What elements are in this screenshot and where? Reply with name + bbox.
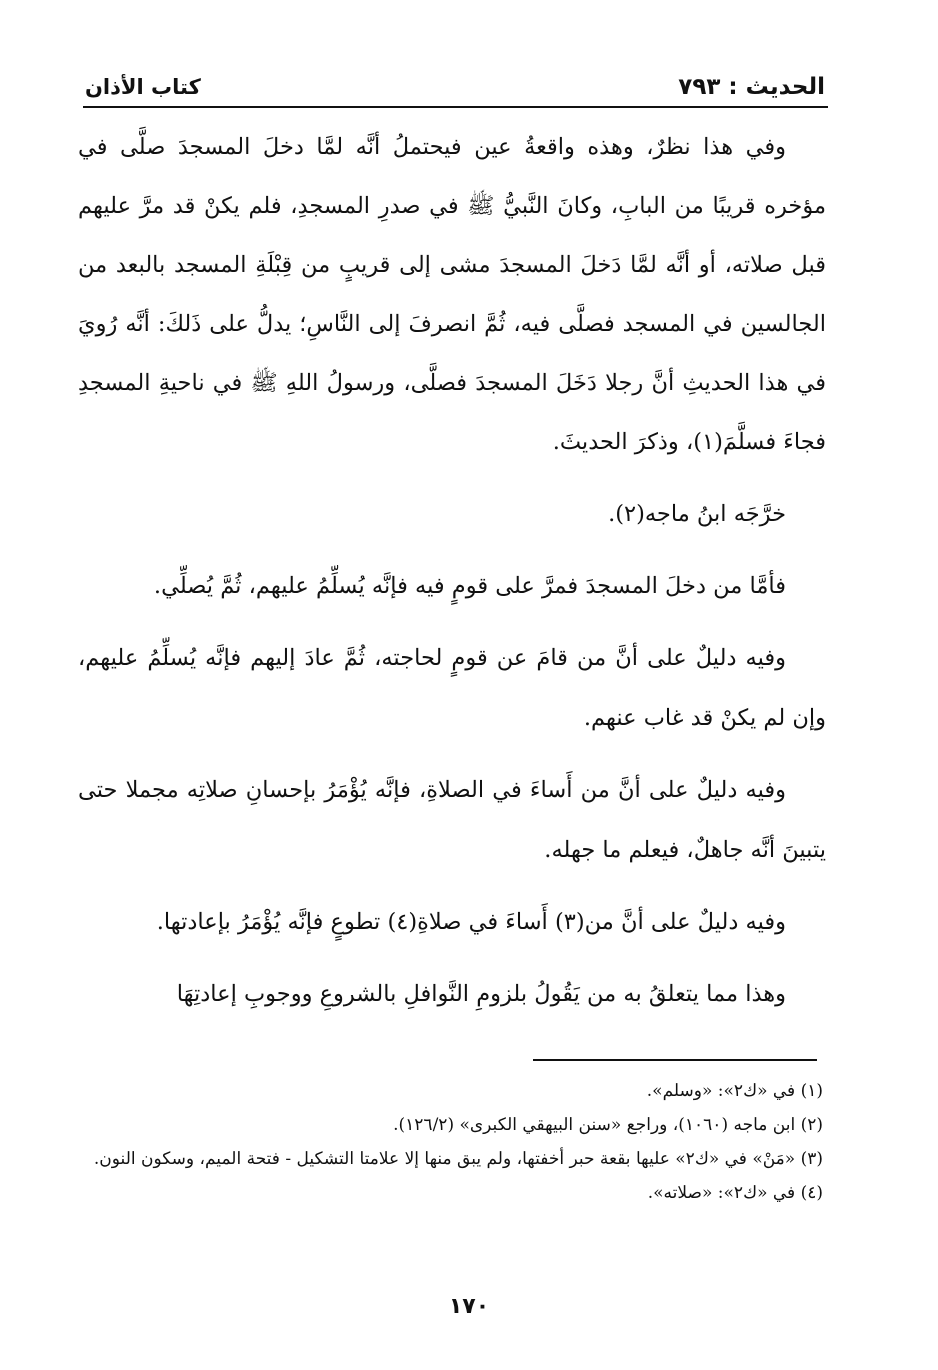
footnote: (١) في «ك٢»: «وسلم». (646, 1081, 823, 1101)
footnote: (٣) «مَنْ» في «ك٢» عليها بقعة حبر أخفتها، ولم يبق منها إلا علامتا التشكيل - فتحة الميم، وسكون النون. (93, 1149, 823, 1169)
book-title-heading: كتاب الأذان (85, 75, 201, 99)
page-number: ١٧٠ (448, 1294, 490, 1319)
paragraph: وفيه دليلٌ على أنَّ من(٣) أَساءَ في صلاةِ(٤) تطوعٍ فإنَّه يُؤْمَرُ بإعادتها. (156, 909, 786, 935)
paragraph: فأمَّا من دخلَ المسجدَ فمرَّ على قومٍ فيه فإنَّه يُسلِّمُ عليهم، ثُمَّ يُصلِّي. (153, 573, 786, 599)
footnote-divider (533, 1059, 817, 1061)
paragraph: وفيه دليلٌ على أنَّ من أَساءَ في الصلاةِ، فإنَّه يُؤْمَرُ بإحسانِ صلاتِه مجملا حتى يتبينَ أنَّه جاهلٌ، فيعلم ما جهله. (78, 777, 826, 863)
main-text (78, 118, 826, 1036)
header-divider (83, 106, 828, 108)
footnote: (٤) في «ك٢»: «صلاته». (647, 1183, 823, 1203)
hadith-number-heading: الحديث : ٧٩٣ (678, 74, 825, 100)
paragraph: وفيه دليلٌ على أنَّ من قامَ عن قومٍ لحاجته، ثُمَّ عادَ إليهم فإنَّه يُسلِّمُ عليهم، وإن لم يكنْ قد غاب عنهم. (78, 645, 826, 731)
footnote: (٢) ابن ماجه (١٠٦٠)، وراجع «سنن البيهقي الكبرى» (١٢٦/٢). (393, 1115, 823, 1135)
paragraph: وهذا مما يتعلقُ به من يَقُولُ بلزومِ النَّوافلِ بالشروعِ ووجوبِ إعادتِهَا (176, 981, 786, 1007)
footnotes (78, 1076, 823, 1212)
paragraph: خرَّجَه ابنُ ماجه(٢). (608, 501, 786, 527)
running-header (85, 72, 825, 106)
paragraph: وفي هذا نظرٌ، وهذه واقعةُ عين فيحتملُ أنَّه لمَّا دخلَ المسجدَ صلَّى في مؤخره قريبًا من البابِ، وكانَ النَّبيُّ ﷺ في صدرِ المسجدِ، فلم يكنْ قد مرَّ عليهم قبل صلاته، أو أنَّه لمَّا دَخلَ المسجدَ مشى إلى قريبٍ من قِبْلَةِ المسجد بالبعد من الجالسين في المسجد فصلَّى فيه، ثُمَّ انصرفَ إلى النَّاسِ؛ يدلُّ على ذَلكَ: أنَّه رُويَ في هذا الحديثِ أنَّ رجلا دَخَلَ المسجدَ فصلَّى، ورسولُ اللهِ ﷺ في ناحيةِ المسجدِ فجاءَ فسلَّمَ(١)، وذكرَ الحديثَ. (78, 134, 826, 455)
